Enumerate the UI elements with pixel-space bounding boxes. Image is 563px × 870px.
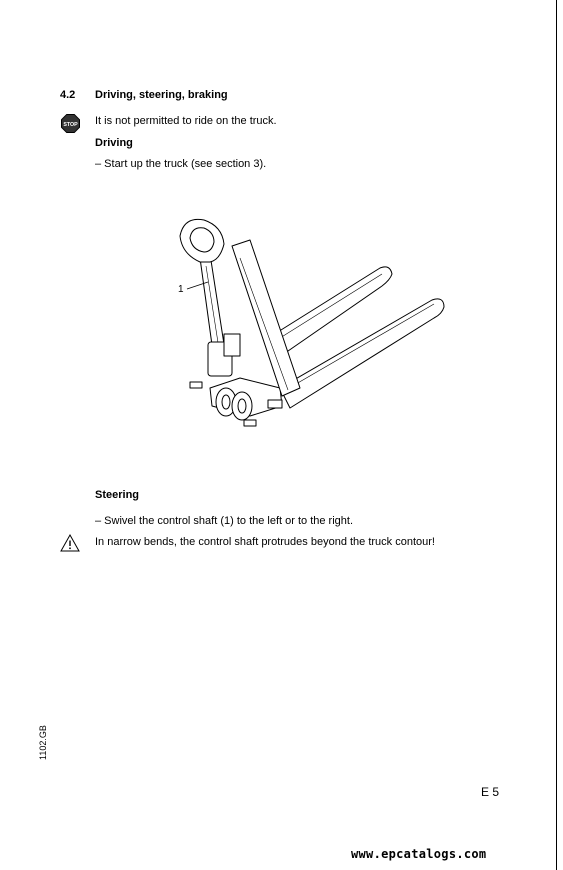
right-margin-rule (556, 0, 557, 870)
page-number: E 5 (481, 785, 500, 799)
warning-triangle-icon (60, 534, 80, 552)
pallet-truck-illustration (170, 210, 470, 450)
section-title: Driving, steering, braking (95, 89, 228, 101)
steering-warning-text: In narrow bends, the control shaft protrudes beyond the truck contour! (95, 536, 435, 548)
section-number: 4.2 (60, 89, 76, 101)
steering-heading: Steering (95, 489, 140, 501)
driving-heading: Driving (95, 137, 133, 149)
stop-sign-icon (61, 114, 80, 133)
steering-step: – Swivel the control shaft (1) to the left or to the right. (95, 515, 354, 527)
stop-sign-label: STOP (63, 121, 78, 128)
document-code: 1102.GB (38, 725, 48, 760)
footer-url: www.epcatalogs.com (351, 847, 487, 861)
figure-callout-label: 1 (178, 284, 184, 295)
driving-step: – Start up the truck (see section 3). (95, 158, 267, 170)
stop-notice-text: It is not permitted to ride on the truck. (95, 115, 277, 127)
